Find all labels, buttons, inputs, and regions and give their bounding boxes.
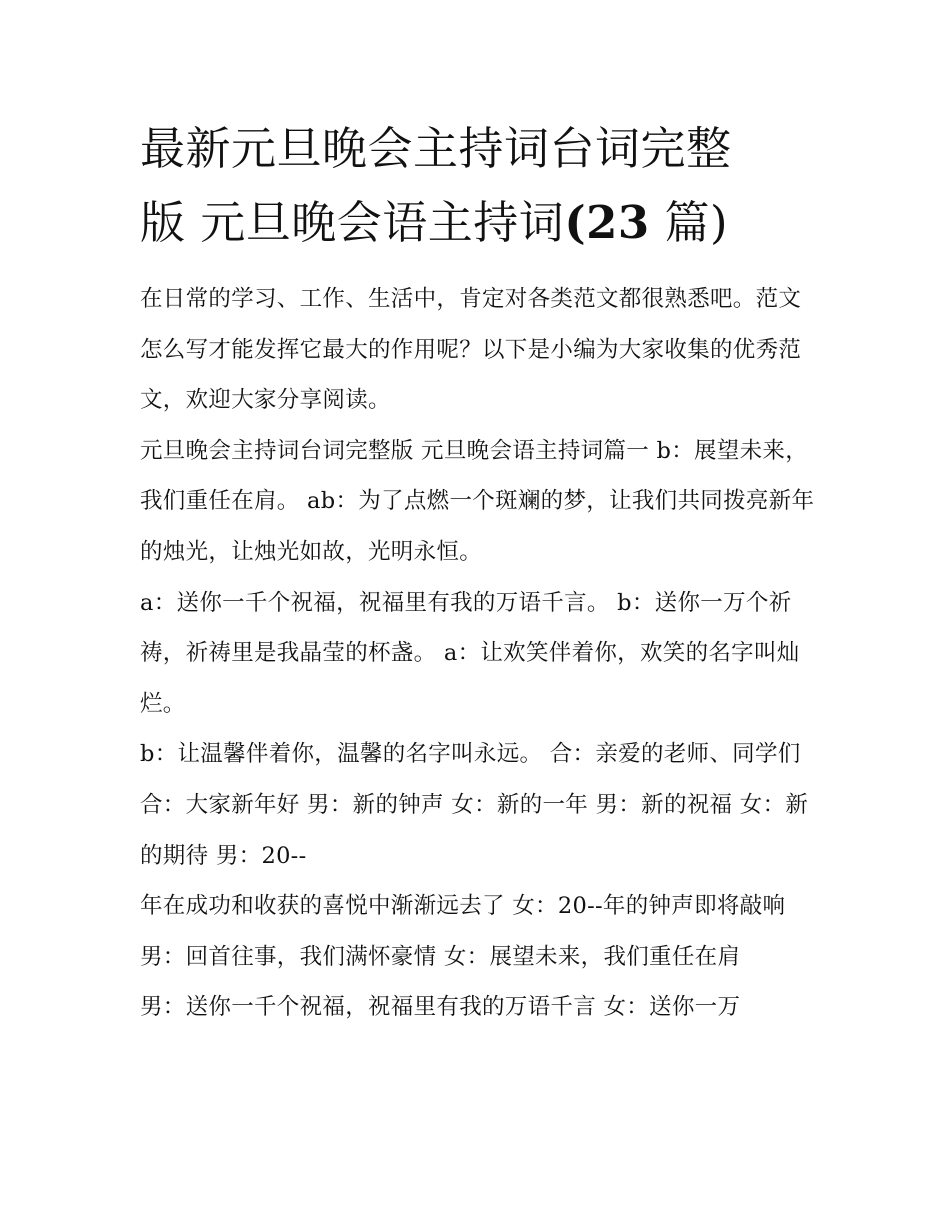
- title-line-1: 最新元旦晚会主持词台词完整: [140, 122, 732, 175]
- paragraph-1: 元旦晚会主持词台词完整版 元旦晚会语主持词篇一 b：展望未来，我们重任在肩。 ab：为了点燃一个斑斓的梦，让我们共同拨亮新年的烛光，让烛光如故，光明永恒。: [140, 437, 815, 565]
- title-line-2-bold: (23: [564, 196, 650, 249]
- document-title: [140, 112, 820, 260]
- paragraph-2: a：送你一千个祝福，祝福里有我的万语千言。 b：送你一万个祈祷，祈祷里是我晶莹的杯盏。 a：让欢笑伴着你，欢笑的名字叫灿烂。: [140, 589, 800, 717]
- title-line-2-suffix: 篇): [649, 196, 729, 249]
- title-line-2-prefix: 版 元旦晚会语主持词: [140, 196, 565, 249]
- document-content: [140, 112, 820, 1033]
- paragraph-5: 男：送你一千个祝福，祝福里有我的万语千言 女：送你一万: [140, 994, 741, 1021]
- paragraph-3: b：让温馨伴着你，温馨的名字叫永远。 合：亲爱的老师、同学们 合：大家新年好 男：新的钟声 女：新的一年 男：新的祝福 女：新的期待 男：20--: [140, 741, 809, 869]
- paragraph-4: 年在成功和收获的喜悦中渐渐远去了 女：20--年的钟声即将敲响 男：回首往事，我们满怀豪情 女：展望未来，我们重任在肩: [140, 893, 786, 970]
- paragraph-intro: 在日常的学习、工作、生活中，肯定对各类范文都很熟悉吧。范文怎么写才能发挥它最大的作用呢？以下是小编为大家收集的优秀范文，欢迎大家分享阅读。: [140, 286, 802, 414]
- document-body: [140, 274, 820, 1033]
